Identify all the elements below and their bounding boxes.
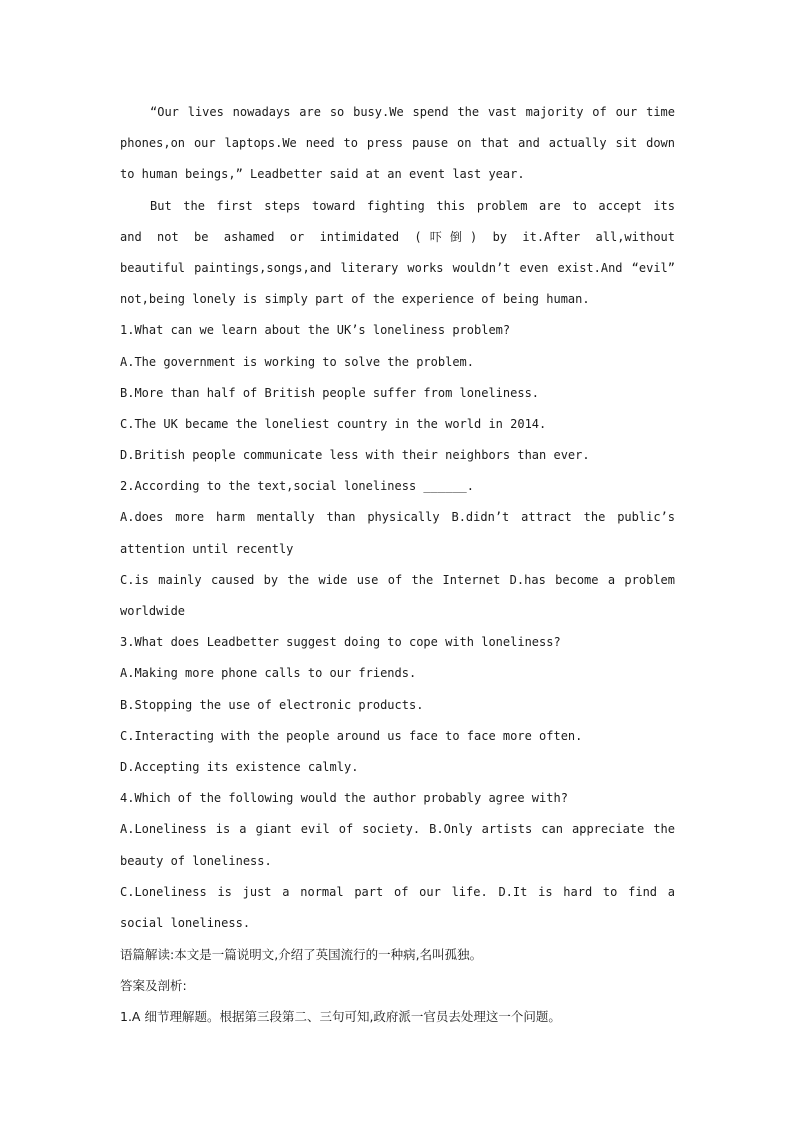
question-3-option-b: B.Stopping the use of electronic products.	[120, 697, 424, 712]
question-2-options-ab: A.does more harm mentally than physically B.didn’t attract the public’s	[120, 510, 675, 525]
passage-line: “Our lives nowadays are so busy.We spend the vast majority of our time	[150, 105, 675, 119]
question-3-option-a: A.Making more phone calls to our friends.	[120, 666, 417, 681]
passage-line: beautiful paintings,songs,and literary works wouldn’t even exist.And “evil”	[120, 260, 675, 275]
passage-line: phones,on our laptops.We need to press pause on that and actually sit down	[120, 136, 675, 151]
question-4-options-cd-cont: social loneliness.	[120, 915, 251, 930]
question-1-stem: 1.What can we learn about the UK’s loneliness problem?	[120, 323, 511, 338]
document-page	[120, 97, 675, 1033]
question-4-options-ab-cont: beauty of loneliness.	[120, 853, 272, 868]
question-1-option-c: C.The UK became the loneliest country in the world in 2014.	[120, 416, 547, 431]
answer-heading: 答案及剖析:	[120, 978, 187, 994]
question-3-option-c: C.Interacting with the people around us face to face more often.	[120, 728, 583, 743]
answer-1-explanation: 1.A 细节理解题。根据第三段第二、三句可知,政府派一官员去处理这一个问题。	[120, 1009, 561, 1025]
question-3-stem: 3.What does Leadbetter suggest doing to cope with loneliness?	[120, 635, 561, 650]
question-3-option-d: D.Accepting its existence calmly.	[120, 759, 359, 774]
passage-line: and not be ashamed or intimidated (吓倒) by it.After all,without	[120, 229, 675, 244]
reading-note: 语篇解读:本文是一篇说明文,介绍了英国流行的一种病,名叫孤独。	[120, 947, 483, 963]
question-2-options-cd: C.is mainly caused by the wide use of the Internet D.has become a problem	[120, 572, 675, 587]
passage-line: to human beings,” Leadbetter said at an event last year.	[120, 167, 525, 182]
question-2-options-cd-cont: worldwide	[120, 604, 186, 618]
passage-line: But the first steps toward fighting this problem are to accept its	[150, 198, 675, 213]
question-4-options-cd: C.Loneliness is just a normal part of our life. D.It is hard to find a	[120, 884, 675, 899]
question-1-option-d: D.British people communicate less with their neighbors than ever.	[120, 448, 590, 463]
passage-line: not,being lonely is simply part of the experience of being human.	[120, 292, 590, 307]
question-4-stem: 4.Which of the following would the author probably agree with?	[120, 791, 568, 806]
question-2-stem: 2.According to the text,social loneliness ______.	[120, 479, 475, 494]
question-1-option-a: A.The government is working to solve the problem.	[120, 354, 475, 369]
question-4-options-ab: A.Loneliness is a giant evil of society. B.Only artists can appreciate the	[120, 822, 675, 837]
question-1-option-b: B.More than half of British people suffer from loneliness.	[120, 385, 540, 400]
question-2-options-ab-cont: attention until recently	[120, 541, 294, 556]
